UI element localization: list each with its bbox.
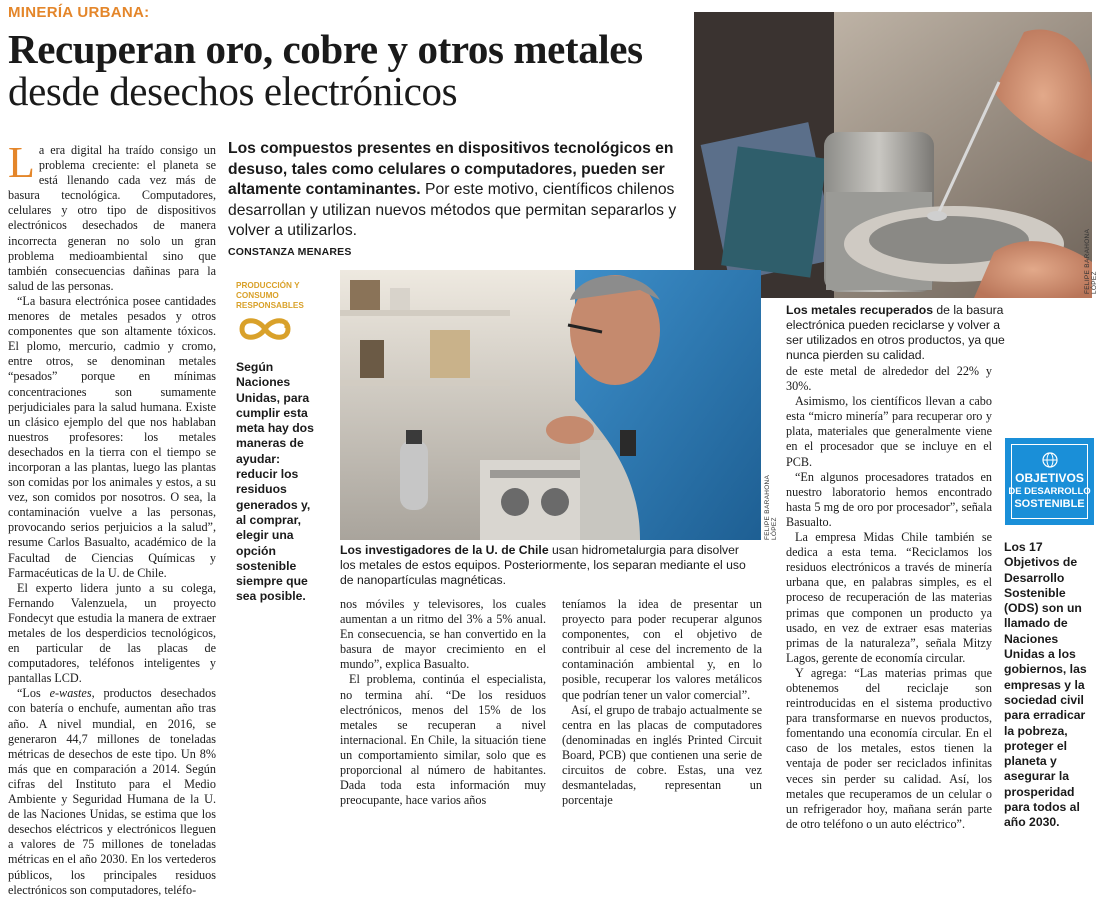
article-column-3 xyxy=(340,597,546,808)
article-column-1 xyxy=(8,138,216,897)
photo-credit-top: FELIPE BARAHONA LÓPEZ xyxy=(1084,229,1098,294)
article-paragraph: de este metal de alrededor del 22% y 30%. xyxy=(786,364,992,394)
photo-researcher-lab-image xyxy=(340,270,761,540)
article-paragraph: teníamos la idea de presentar un proyecto para poder recuperar algunos componentes, con el objetivo de contribuir al cese del incremento de la contaminación ambiental y, en lo posible, recuperar los valores metálicos que podrían tener un valor comercial”. xyxy=(562,597,762,702)
section-kicker: MINERÍA URBANA: xyxy=(8,4,150,21)
article-paragraph: “En algunos procesadores tratados en nuestro laboratorio hemos encontrado hasta 5 mg de oro por procesador”, señala Basualto. xyxy=(786,469,992,529)
headline-regular: desde desechos electrónicos xyxy=(8,68,458,114)
article-paragraph: El problema, continúa el especialista, no termina ahí. “De los residuos electrónicos, menos del 15% de los metales se recuperan a nivel internacional. En Chile, la situación tiene un comportamiento similar, solo que es proporcional al número de habitantes. Dada toda esta información muy preocupante, hace varios años xyxy=(340,672,546,808)
infinity-icon xyxy=(236,314,294,344)
caption-top-photo: Los metales recuperados de la basura electrónica pueden reciclarse y volver a ser utilizados en otros productos, ya que nunca pierden su calidad. xyxy=(786,303,1005,362)
photo-metal-powder-image xyxy=(694,12,1092,298)
ods-logo-line1: OBJETIVOS xyxy=(1015,471,1084,485)
article-paragraph: Asimismo, los científicos llevan a cabo esta “micro minería” para recuperar oro y plata, materiales que generalmente viene en el procesador que se incluye en el PCB. xyxy=(786,394,992,469)
article-column-4 xyxy=(562,597,762,808)
article-paragraph: “La basura electrónica posee cantidades menores de metales pesados y otros componentes que son altamente tóxicos. El plomo, mercurio, cadmio y cromo, entre otros, se denominan metales “pesados” porque en mínimas concentraciones son sumamente perjudiciales para la salud humana. Existe un clásico ejemplo del que nos hablaban nuestros profesores: los metales desechados en la tierra con el tiempo se incorporan a las plantas, luego las plantas son comidas por los animales y estos, a su vez, son comidos por nosotros. O sea, la contaminación vuelve a las personas, provocando serios perjuicios a la salud”, resume Carlos Basualto, académico de la Facultad de Ciencias Químicas y Farmacéuticas de la U. de Chile. xyxy=(8,293,216,580)
ods-logo xyxy=(1005,438,1094,525)
drop-cap: L xyxy=(8,138,35,187)
sidebar-ods-12: Según Naciones Unidas, para cumplir esta meta hay dos maneras de ayudar: reducir los residuos generados y, al comprar, elegir una opción sostenible siempre que sea posible. xyxy=(236,360,314,604)
article-paragraph: “Los e-wastes, productos desechados con batería o enchufe, aumentan año tras año. A nivel mundial, en 2016, se generaron 44,7 millones de toneladas métricas de desechos de este tipo. Un 8% más que en comparación a 2014. Según cifras del Instituto para el Medio Ambiente y Seguridad Humana de la U. de las Naciones Unidas, se estima que los desechos eléctricos y electrónicos lleguen a valores de 75 millones de toneladas métricas en el año 2030. En los vertederos públicos, los principales residuos electrónicos son computadores, teléfo- xyxy=(8,686,216,897)
headline-bold: Recuperan oro, cobre y otros metales xyxy=(8,26,643,72)
article-paragraph: nos móviles y televisores, los cuales aumentan a un ritmo del 3% a 5% anual. En consecuencia, se han convertido en la basura de mayor crecimiento en el mundo”, explica Basualto. xyxy=(340,597,546,672)
headline xyxy=(8,28,688,112)
photo-researcher-lab xyxy=(340,270,761,540)
article-paragraph: La era digital ha traído consigo un problema creciente: el planeta se está llenando cada vez más de basura tecnológica. Computadores, celulares y otro tipo de dispositivos electrónicos desechados de manera incorrecta generan no solo un gran problema medioambiental sino que también consecuencias dañinas para la salud de las personas. xyxy=(8,138,216,293)
photo-metal-powder xyxy=(694,12,1092,298)
article-column-5 xyxy=(786,364,992,831)
ods-12-label: PRODUCCIÓN Y CONSUMO RESPONSABLES xyxy=(236,281,304,310)
article-paragraph: El experto lidera junto a su colega, Fernando Valenzuela, un proyecto Fondecyt que estudia la manera de extraer metales de los desperdicios tecnológicos, en particular de las placas de computadores, teléfonos inteligentes y pantallas LCD. xyxy=(8,580,216,686)
article-paragraph: La empresa Midas Chile también se dedica a esta tema. “Reciclamos los residuos electrónicos a través de minería urbana que, en palabras simples, es el proceso de recuperación de las materias primas que componen un producto ya usado, en vez de extraer esas materias primas de la naturaleza”, señala Mitzy Lagos, gerente de economía circular. xyxy=(786,530,992,665)
article-paragraph: Y agrega: “Las materias primas que obtenemos del reciclaje son reintroducidas en el sistema productivo para transformarse en nuevos productos, fomentando una economía circular. En el caso de los metales, estos tienen la ventaja de poder ser reciclados infinitas veces sin perder su calidad. Así, los metales que recuperamos de un celular o un refrigerador hoy, mañana serán parte de otro teléfono o un auto eléctrico”. xyxy=(786,665,992,831)
caption-main-photo: Los investigadores de la U. de Chile usan hidrometalurgia para disolver los metales de estos equipos. Posteriormente, los separan mediante el uso de nanopartículas magnéticas. xyxy=(340,543,746,587)
byline: CONSTANZA MENARES xyxy=(228,246,352,258)
ods-logo-line3: SOSTENIBLE xyxy=(1014,498,1085,510)
photo-credit-main: FELIPE BARAHONA LÓPEZ xyxy=(764,475,778,540)
un-globe-icon xyxy=(1041,451,1059,469)
article-paragraph: Así, el grupo de trabajo actualmente se centra en las placas de computadores (denominadas en inglés Printed Circuit Board, PCB) que contienen una serie de circuitos de cobre. Estas, una vez desmanteladas, representan un porcentaje xyxy=(562,702,762,808)
article-deck: Los compuestos presentes en dispositivos tecnológicos en desuso, tales como celulares o computadores, pueden ser altamente contaminantes. Por este motivo, científicos chilenos desarrollan y utilizan nuevos métodos que permitan separarlos y volver a utilizarlos. xyxy=(228,140,677,239)
ods-logo-line2: DE DESARROLLO xyxy=(1008,486,1091,497)
sidebar-ods: Los 17 Objetivos de Desarrollo Sostenible (ODS) son un llamado de Naciones Unidas a los gobiernos, las empresas y la sociedad civil para erradicar la pobreza, proteger el planeta y asegurar la prosperidad para todos al año 2030. xyxy=(1004,540,1087,830)
